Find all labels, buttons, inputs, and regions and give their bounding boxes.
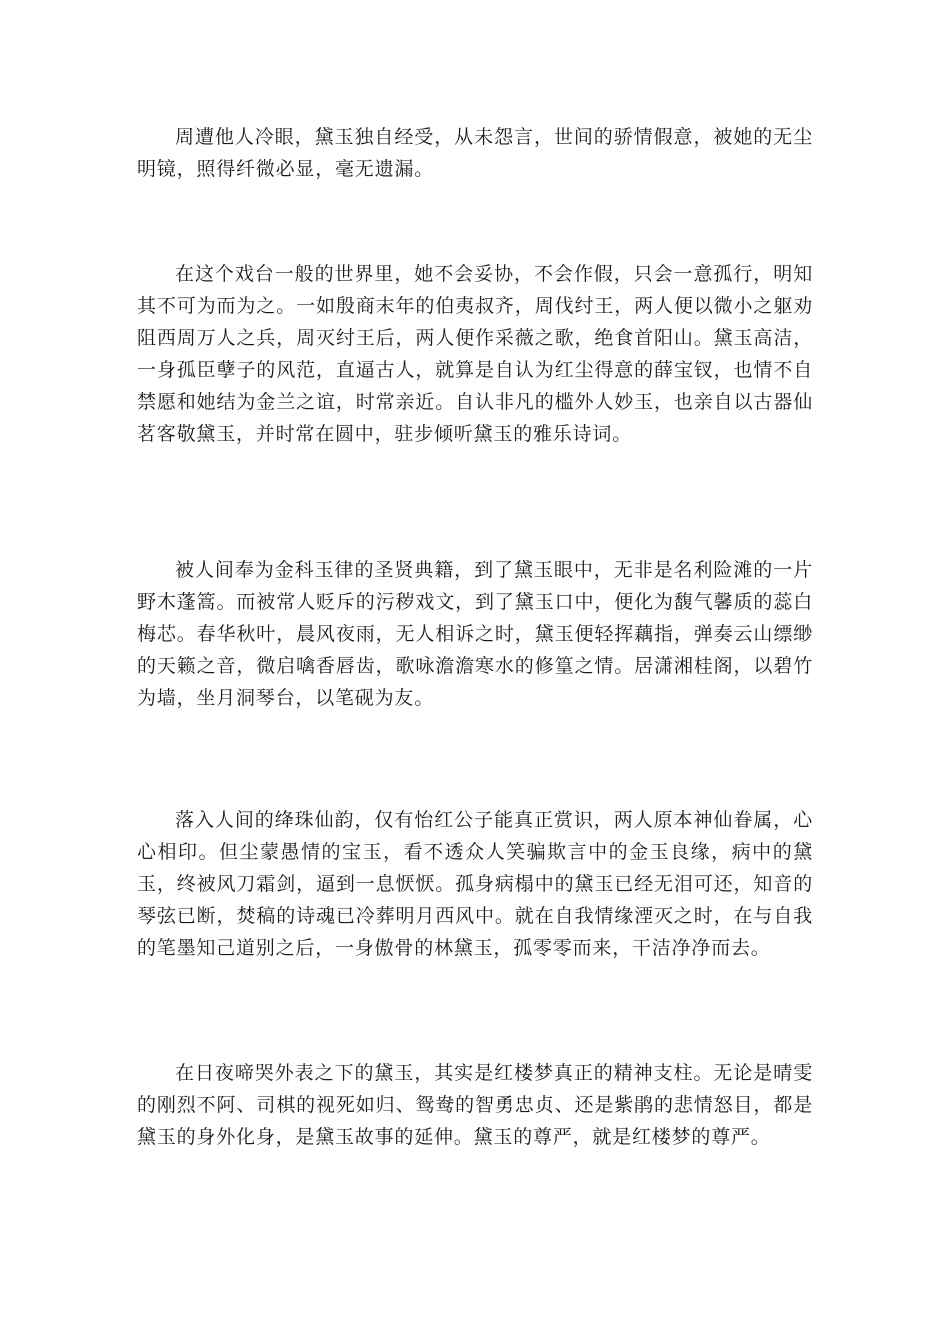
paragraph-2: 在这个戏台一般的世界里，她不会妥协，不会作假，只会一意孤行，明知其不可为而为之。一如殷商末年的伯夷叔齐，周伐纣王，两人便以微小之躯劝阻西周万人之兵，周灭纣王后，两人便作采薇之歌，绝食首阳山。黛玉高洁，一身孤臣孽子的风范，直逼古人，就算是自认为红尘得意的薛宝钗，也情不自禁愿和她结为金兰之谊，时常亲近。自认非凡的槛外人妙玉，也亲自以古器仙茗客敬黛玉，并时常在圆中，驻步倾听黛玉的雅乐诗词。 <box>137 263 813 445</box>
paragraph-5: 在日夜啼哭外表之下的黛玉，其实是红楼梦真正的精神支柱。无论是晴雯的刚烈不阿、司棋的视死如归、鸳鸯的智勇忠贞、还是紫鹃的悲情怒目，都是黛玉的身外化身，是黛玉故事的延伸。黛玉的尊严，就是红楼梦的尊严。 <box>137 1062 813 1148</box>
paragraph-4: 落入人间的绛珠仙韵，仅有怡红公子能真正赏识，两人原本神仙眷属，心心相印。但尘蒙愚情的宝玉，看不透众人笑骗欺言中的金玉良缘，病中的黛玉，终被风刀霜剑，逼到一息恹恹。孤身病榻中的黛玉已经无泪可还，知音的琴弦已断，焚稿的诗魂已冷葬明月西风中。就在自我情缘湮灭之时，在与自我的笔墨知己道别之后，一身傲骨的林黛玉，孤零零而来，干洁净净而去。 <box>137 809 813 959</box>
paragraph-3: 被人间奉为金科玉律的圣贤典籍，到了黛玉眼中，无非是名利险滩的一片野木蓬篙。而被常人贬斥的污秽戏文，到了黛玉口中，便化为馥气馨质的蕊白梅芯。春华秋叶，晨风夜雨，无人相诉之时，黛玉便轻挥藕指，弹奏云山缥缈的天籁之音，微启噙香唇齿，歌咏澹澹寒水的修篁之情。居潇湘桂阁，以碧竹为墙，坐月洞琴台，以笔砚为友。 <box>137 559 813 709</box>
paragraph-1: 周遭他人冷眼，黛玉独自经受，从未怨言，世间的骄情假意，被她的无尘明镜，照得纤微必显，毫无遗漏。 <box>137 126 813 180</box>
